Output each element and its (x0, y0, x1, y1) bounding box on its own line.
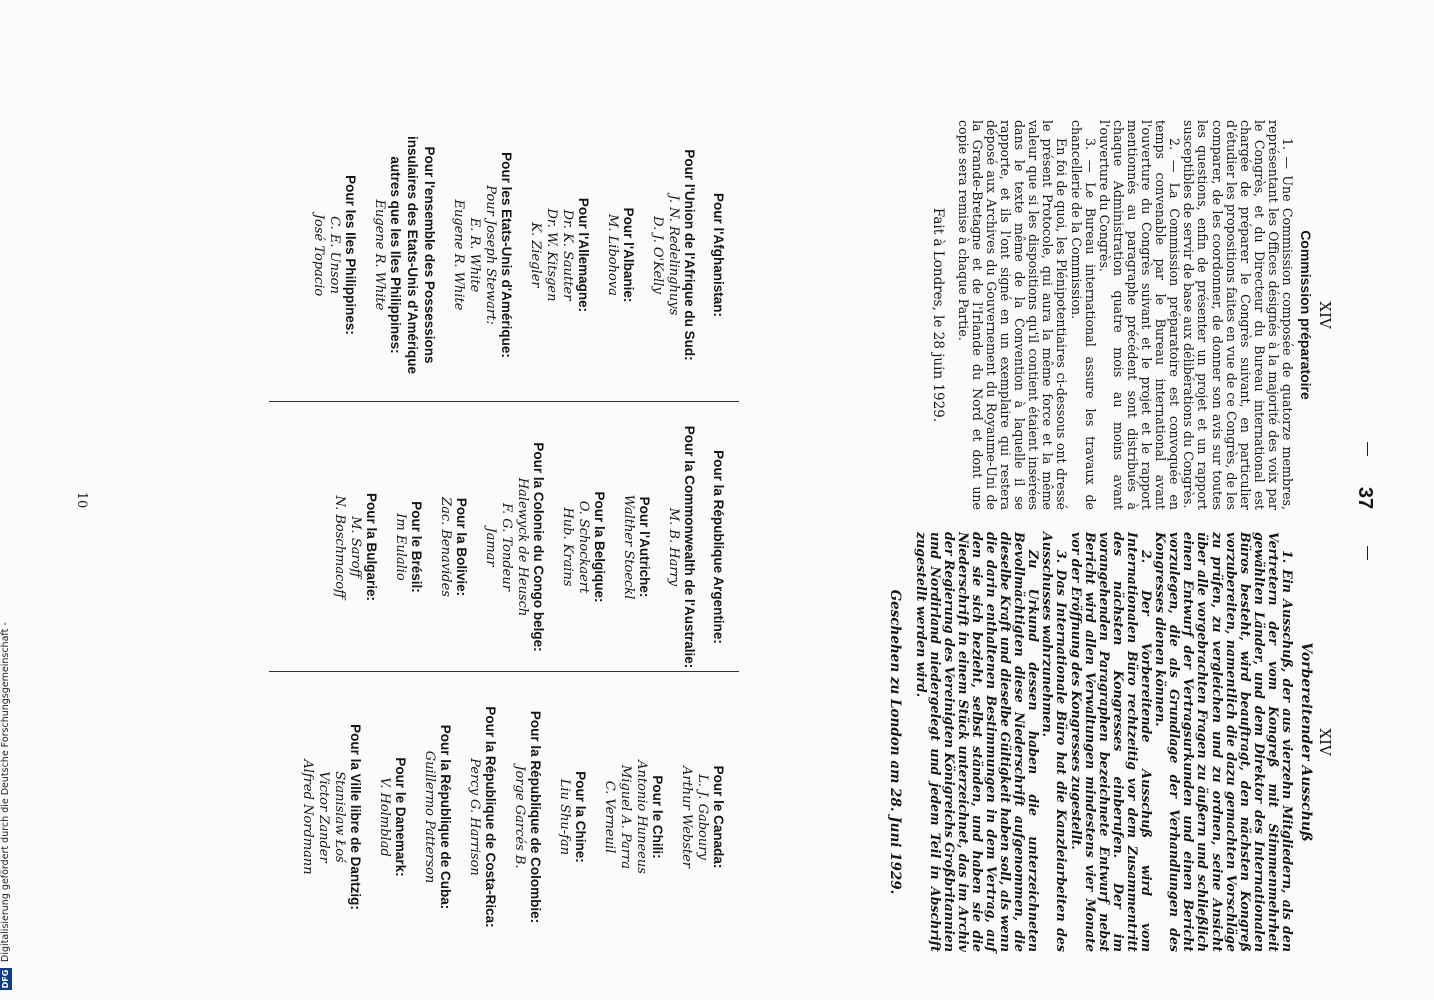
signatory-name: Miguel A. Parra (618, 765, 633, 869)
signatory-name: V. Holmblad (377, 777, 392, 857)
signatory-name: Zac. Benavides (438, 497, 453, 597)
signatory-entry (450, 120, 515, 390)
french-paragraph-1: 1. — Une Commission composée de quatorze membres, représentant les Offices désignés à la majorité des voix par le Congrès, et du Directeur du Bureau international est chargée de préparer le Congrès suivant, en particulier d'étudier les propositions faites en vue de ce Congrès, de les comparer, de les coordonner, de donner son avis sur toutes les questions, enfin de présenter un projet et un rapport susceptibles de servir de base aux délibérations du Congrès. (1181, 120, 1295, 510)
signatory-name: Alfred Nordmann (300, 759, 315, 875)
signature-block (259, 120, 739, 952)
german-paragraph-2: 2. Der Vorbereitende Ausschuß wird vom Internationalen Büro rechtzeitig vor dem Zusammentritt des nächsten Kongresses einberufen. Der im vorangehenden Paragraphen bezeichnete Entwurf nebst Bericht wird allen Verwaltungen mindestens vier Monate vor der Eröffnung des Kongresses zugestellt. (1068, 532, 1155, 952)
signatory-entry (376, 682, 409, 952)
signatory-country: Pour le Canada: (711, 765, 726, 869)
signatory-country: Pour le Danemark: (393, 757, 408, 877)
german-section-title: Vorbereitender Ausschuß (1298, 642, 1314, 842)
page-number: 37 (1354, 486, 1376, 510)
signature-column-2 (331, 412, 739, 682)
signatory-entry (620, 412, 653, 682)
signatory-country: Pour la République Argentine: (711, 450, 726, 644)
signatory-country: Pour la République de Cuba: (438, 724, 453, 910)
signatory-name: Pour Joseph Stewart: (483, 185, 498, 325)
signatory-name: Walther Stoeckl (621, 494, 636, 600)
signatory-country: Pour la Colonie du Congo belge: (531, 442, 546, 652)
signatory-name: Dr. W. Kitsgen (544, 208, 559, 302)
signatory-entry (559, 412, 608, 682)
page-number-dash-right (1367, 546, 1368, 560)
signatory-entry (649, 120, 698, 390)
signatory-name: M. Saroff (348, 516, 363, 578)
footer-number: 10 (74, 491, 89, 509)
signatory-name: Guillermo Patterson (422, 750, 437, 884)
signatory-country: Pour l'Albanie: (621, 207, 636, 303)
signatory-entry (665, 412, 698, 682)
signatory-name: Halewyck de Heusch (515, 477, 530, 617)
signatory-entry (556, 682, 589, 952)
french-column (930, 120, 1334, 510)
signatory-entry (299, 682, 364, 952)
signatory-name: Eugene R. White (451, 199, 466, 311)
signatory-name: Dr. K. Sautter (560, 209, 575, 301)
signatory-name: Liu Shu-fan (557, 778, 572, 856)
signatory-entry (437, 412, 470, 682)
signatory-country: Pour la République de Costa-Rica: (483, 706, 498, 928)
signatory-country: Pour l'ensemble des Possessions insulaires des Etats-Unis d'Amérique autres que les Iles Philippines: (388, 135, 437, 375)
signatory-entry (392, 412, 425, 682)
digitization-credit-text: Digitalisierung gefördert durch die Deutsche Forschungsgemeinschaft - (0, 622, 11, 962)
signatory-name: Jorge Garcés B. (512, 765, 527, 869)
signatory-name: L. J. Gaboury (695, 774, 710, 860)
german-roman-heading: XIV (1316, 728, 1334, 756)
signatory-name: Victor Zander (316, 771, 331, 863)
signatory-country: Pour la République de Colombie: (528, 710, 543, 924)
column-divider-2 (269, 671, 739, 672)
french-section-title: Commission préparatoire (1298, 230, 1314, 400)
signatory-name: M. B. Harry (666, 507, 681, 587)
signatory-country: Pour l'Afghanistan: (711, 193, 726, 317)
signatory-entry (678, 682, 727, 952)
signatory-entry (421, 682, 454, 952)
signatory-country: Pour le Brésil: (409, 501, 424, 593)
signatory-name: Eugene R. White (372, 199, 387, 311)
signatory-entry (482, 412, 547, 682)
signatory-entry (310, 120, 359, 390)
signatory-name: E. R. White (467, 217, 482, 293)
signatory-entry (527, 120, 592, 390)
signatory-name: José Topacio (311, 213, 326, 297)
french-date-line: Fait à Londres, le 28 juin 1929. (929, 207, 946, 423)
signatory-name: C. E. Unson (327, 216, 342, 294)
signatory-entry (710, 412, 727, 682)
signatory-entry (604, 120, 637, 390)
column-divider-1 (269, 401, 739, 402)
signatory-name: Hub. Krains (560, 507, 575, 587)
signatory-name: N. Boschmacoff (332, 495, 347, 599)
page-number-dash-left (1367, 442, 1368, 456)
signatory-country: Pour les Iles Philippines: (343, 175, 358, 335)
signatory-name: Percy G. Harrison (467, 758, 482, 876)
signatory-name: O. Schockaert (576, 500, 591, 594)
signatory-name: D. J. O'Kelly (650, 216, 665, 294)
signatory-country: Pour l'Allemagne: (576, 197, 591, 313)
french-paragraph-3: 3. — Le Bureau international assure les travaux de chancellerie de la Commission. (1068, 120, 1098, 510)
signatory-name: Jamar (483, 527, 498, 567)
signatory-name: J. N. Redelinghuys (666, 194, 681, 316)
digitization-credit (0, 0, 14, 990)
signatory-name: Stanislaw Łoś (332, 771, 347, 863)
signatory-entry (331, 412, 380, 682)
signatory-country: Pour le Chili: (650, 775, 665, 859)
german-paragraph-1: 1. Ein Ausschuß, der aus vierzehn Mitgliedern, als den Vertretern der vom Kongreß mit Stimmenmehrheit gewählten Länder, und dem Direktor des Internationalen Büros besteht, wird beauftragt, den nächsten Kongreß vorzubereiten, namentlich die dazu gemachten Vorschläge zu prüfen, zu vergleichen und zu ordnen, seine Ansicht über alle vorgebrachten Fragen zu äußern und schließlich einen Entwurf der Vertragsurkunden und einen Bericht vorzulegen, die als Grundlage der Verhandlungen des Kongresses dienen können. (1153, 532, 1295, 952)
signatory-country: Pour l'Union de l'Afrique du Sud: (682, 149, 697, 361)
dfg-logo: DFG (1, 969, 10, 989)
german-paragraph-4: Zu Urkund dessen haben die unterzeichneten Bevollmächtigten diese Niederschrift aufgenommen, die dieselbe Kraft und dieselbe Gültigkeit haben soll, als wenn die darin enthaltenen Bestimmungen in dem Vertrag, auf den sie sich bezieht, selbst ständen, und haben sie die Niederschrift in einem Stück unterzeichnet, das im Archiv der Regierung des Vereinigten Königreichs Großbritannien und Nordirland niedergelegt und jedem Teil in Abschrift zugestellt werden wird. (913, 532, 1042, 952)
signature-column-1 (310, 120, 739, 390)
german-paragraph-3: 3. Das Internationale Büro hat die Kanzleiarbeiten des Ausschusses wahrzunehmen. (1040, 532, 1070, 952)
signature-column-3 (299, 682, 739, 952)
signatory-country: Pour les Etats-Unis d'Amérique: (499, 152, 514, 358)
signatory-country: Pour la Bulgarie: (364, 492, 379, 602)
signatory-entry (511, 682, 544, 952)
signatory-country: Pour la Ville libre de Dantzig: (348, 724, 363, 910)
signatory-name: C. Verneuil (602, 780, 617, 854)
signatory-name: Im Eulalio (393, 513, 408, 581)
signatory-name: F. G. Tondeur (499, 503, 514, 591)
signatory-name: Arthur Webster (679, 765, 694, 869)
german-date-line: Geschehen zu London am 28. Juni 1929. (887, 589, 904, 895)
signatory-country: Pour l'Autriche: (637, 496, 652, 598)
signatory-entry (601, 682, 666, 952)
french-paragraph-4: En foi de quoi, les Plénipotentiaires ci-dessous ont dressé le présent Protocole, qui aura la même force et la même valeur que si les dispositions qu'il contient étaient insérées dans le texte même de la Convention à laquelle il se rapporte, et ils l'ont signé en un exemplaire qui restera déposé aux Archives du Gouvernement du Royaume-Uni de la Grande-Bretagne et de l'Irlande du Nord et dont une copie sera remise à chaque Partie. (955, 120, 1070, 510)
french-paragraph-2: 2. — La Commission préparatoire est convoquée en temps convenable par le Bureau international avant l'ouverture du Congrès suivant et le projet et le rapport mentionnés au paragraphe précédent sont distribués à chaque Administration quatre mois au moins avant l'ouverture du Congrès. (1096, 120, 1183, 510)
signatory-entry (710, 120, 727, 390)
signatory-name: K. Ziegler (528, 222, 543, 288)
signatory-entry (466, 682, 499, 952)
signatory-country: Pour la Chine: (573, 771, 588, 863)
signatory-country: Pour la Commonwealth de l'Australie: (682, 425, 697, 669)
french-roman-heading: XIV (1316, 301, 1334, 329)
german-column (887, 532, 1334, 952)
signatory-entry (371, 120, 438, 390)
signatory-country: Pour la Bolivie: (454, 497, 469, 597)
signatory-name: Antonio Huneeus (634, 760, 649, 874)
signatory-name: M. Libohova (605, 214, 620, 296)
signatory-country: Pour la Belgique: (592, 491, 607, 603)
